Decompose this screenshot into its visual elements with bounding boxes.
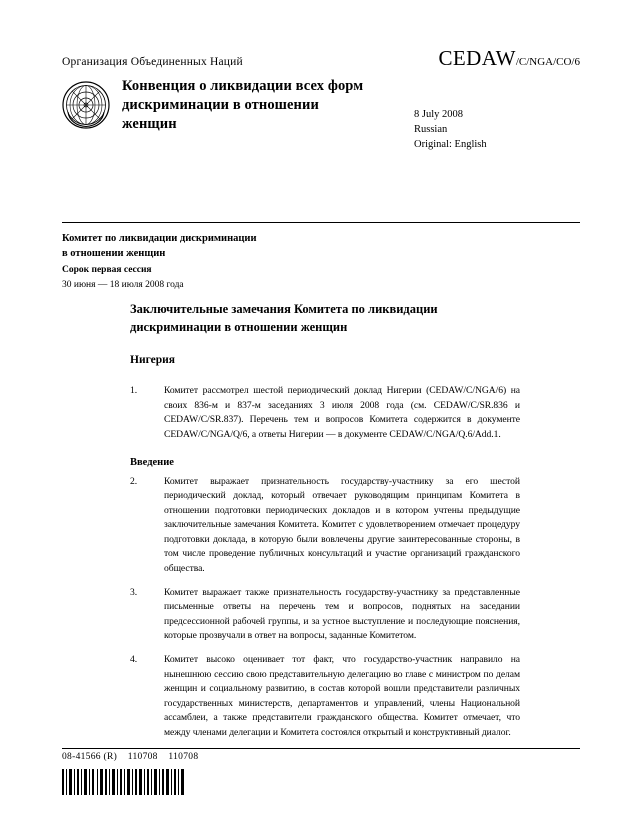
paragraph-2 [130,475,520,577]
paragraph-text: Комитет выражает также признательность государству-участнику за представленные письменные ответы на перечень тем и вопросов, поднятых на заседании предсессионной рабочей группы, и за устное выступление и последующие пояснения, которые прозвучали в ответ на вопросы, заданные Комитетом. [164,586,520,642]
document-original-language: Original: English [414,139,487,151]
header-body-row [62,77,580,153]
header-top-row [62,46,580,71]
paragraph-number: 1. [130,385,138,397]
paragraph-4 [130,653,520,740]
document-date: 8 July 2008 [414,109,464,120]
section-heading-introduction: Введение [130,456,174,468]
footer-job-line [62,752,580,762]
paragraph-text: Комитет высоко оценивает тот факт, что государство-участник направило на нынешнюю сессию свою представительную делегацию во главе с министром по делам женщин и социальному развитию, в состав которой вошли представители различных государственных министерств, департаментов и управлений, члены Национальной ассамблеи, а также представители гражданского общества. Комитет отмечает, что между членами делегации и Комитета состоялся открытый и конструктивный диалог. [164,653,520,738]
paragraph-3 [130,586,520,644]
document-symbol-suffix: /C/NGA/CO/6 [515,56,580,68]
paragraph-text: Комитет рассмотрел шестой периодический доклад Нигерии (CEDAW/C/NGA/6) на своих 836-м и 837-м заседаниях 3 июля 2008 года (см. CEDAW/C/SR.836 и CEDAW/C/SR.837). Перечень тем и вопросов Комитета содержится в документе CEDAW/C/NGA/Q/6, а ответы Нигерии — в документе CEDAW/C/NGA/Q.6/Add.1. [164,385,520,440]
paragraph-text: Комитет выражает признательность государству-участнику за его шестой периодический доклад, который отвечает руководящим принципам Комитета в отношении подготовки периодических докладов и в котором учтены предыдущие заключительные замечания Комитета. Комитет с удовлетворением отмечает процедуру подготовки доклада, в которую были вовлечены другие заинтересованные стороны, в том числе проведение публичных консультаций и участие организаций гражданского общества. [164,475,520,575]
committee-block [62,232,392,293]
committee-name-line-1: Комитет по ликвидации дискриминации [62,233,257,244]
document-body [130,300,520,749]
committee-name-line-2: в отношении женщин [62,247,166,259]
paragraph-number: 4. [130,653,138,665]
footer-date-one: 110708 [127,752,158,762]
document-header [62,46,580,153]
un-emblem-icon [62,81,110,129]
paragraph-number: 3. [130,586,138,598]
committee-session-dates: 30 июня — 18 июля 2008 года [62,280,184,291]
document-symbol-main: CEDAW [438,46,516,70]
document-meta [414,77,487,153]
document-footer [62,752,580,795]
committee-session: Сорок первая сессия [62,265,152,276]
organization-name: Организация Объединенных Наций [62,56,243,68]
convention-title: Конвенция о ликвидации всех форм дискриминации в отношении женщин [122,78,364,133]
footer-date-two: 110708 [168,752,199,762]
document-symbol [439,46,581,71]
barcode [62,769,184,795]
document-language: Russian [414,124,448,136]
paragraph-number: 2. [130,475,138,487]
country-heading: Нигерия [130,354,175,367]
paragraph-1 [130,384,520,442]
page-title: Заключительные замечания Комитета по ликвидации дискриминации в отношении женщин [130,302,438,335]
header-divider [62,222,580,223]
footer-job-number: 08-41566 (R) [62,752,118,762]
footer-divider [62,748,580,749]
